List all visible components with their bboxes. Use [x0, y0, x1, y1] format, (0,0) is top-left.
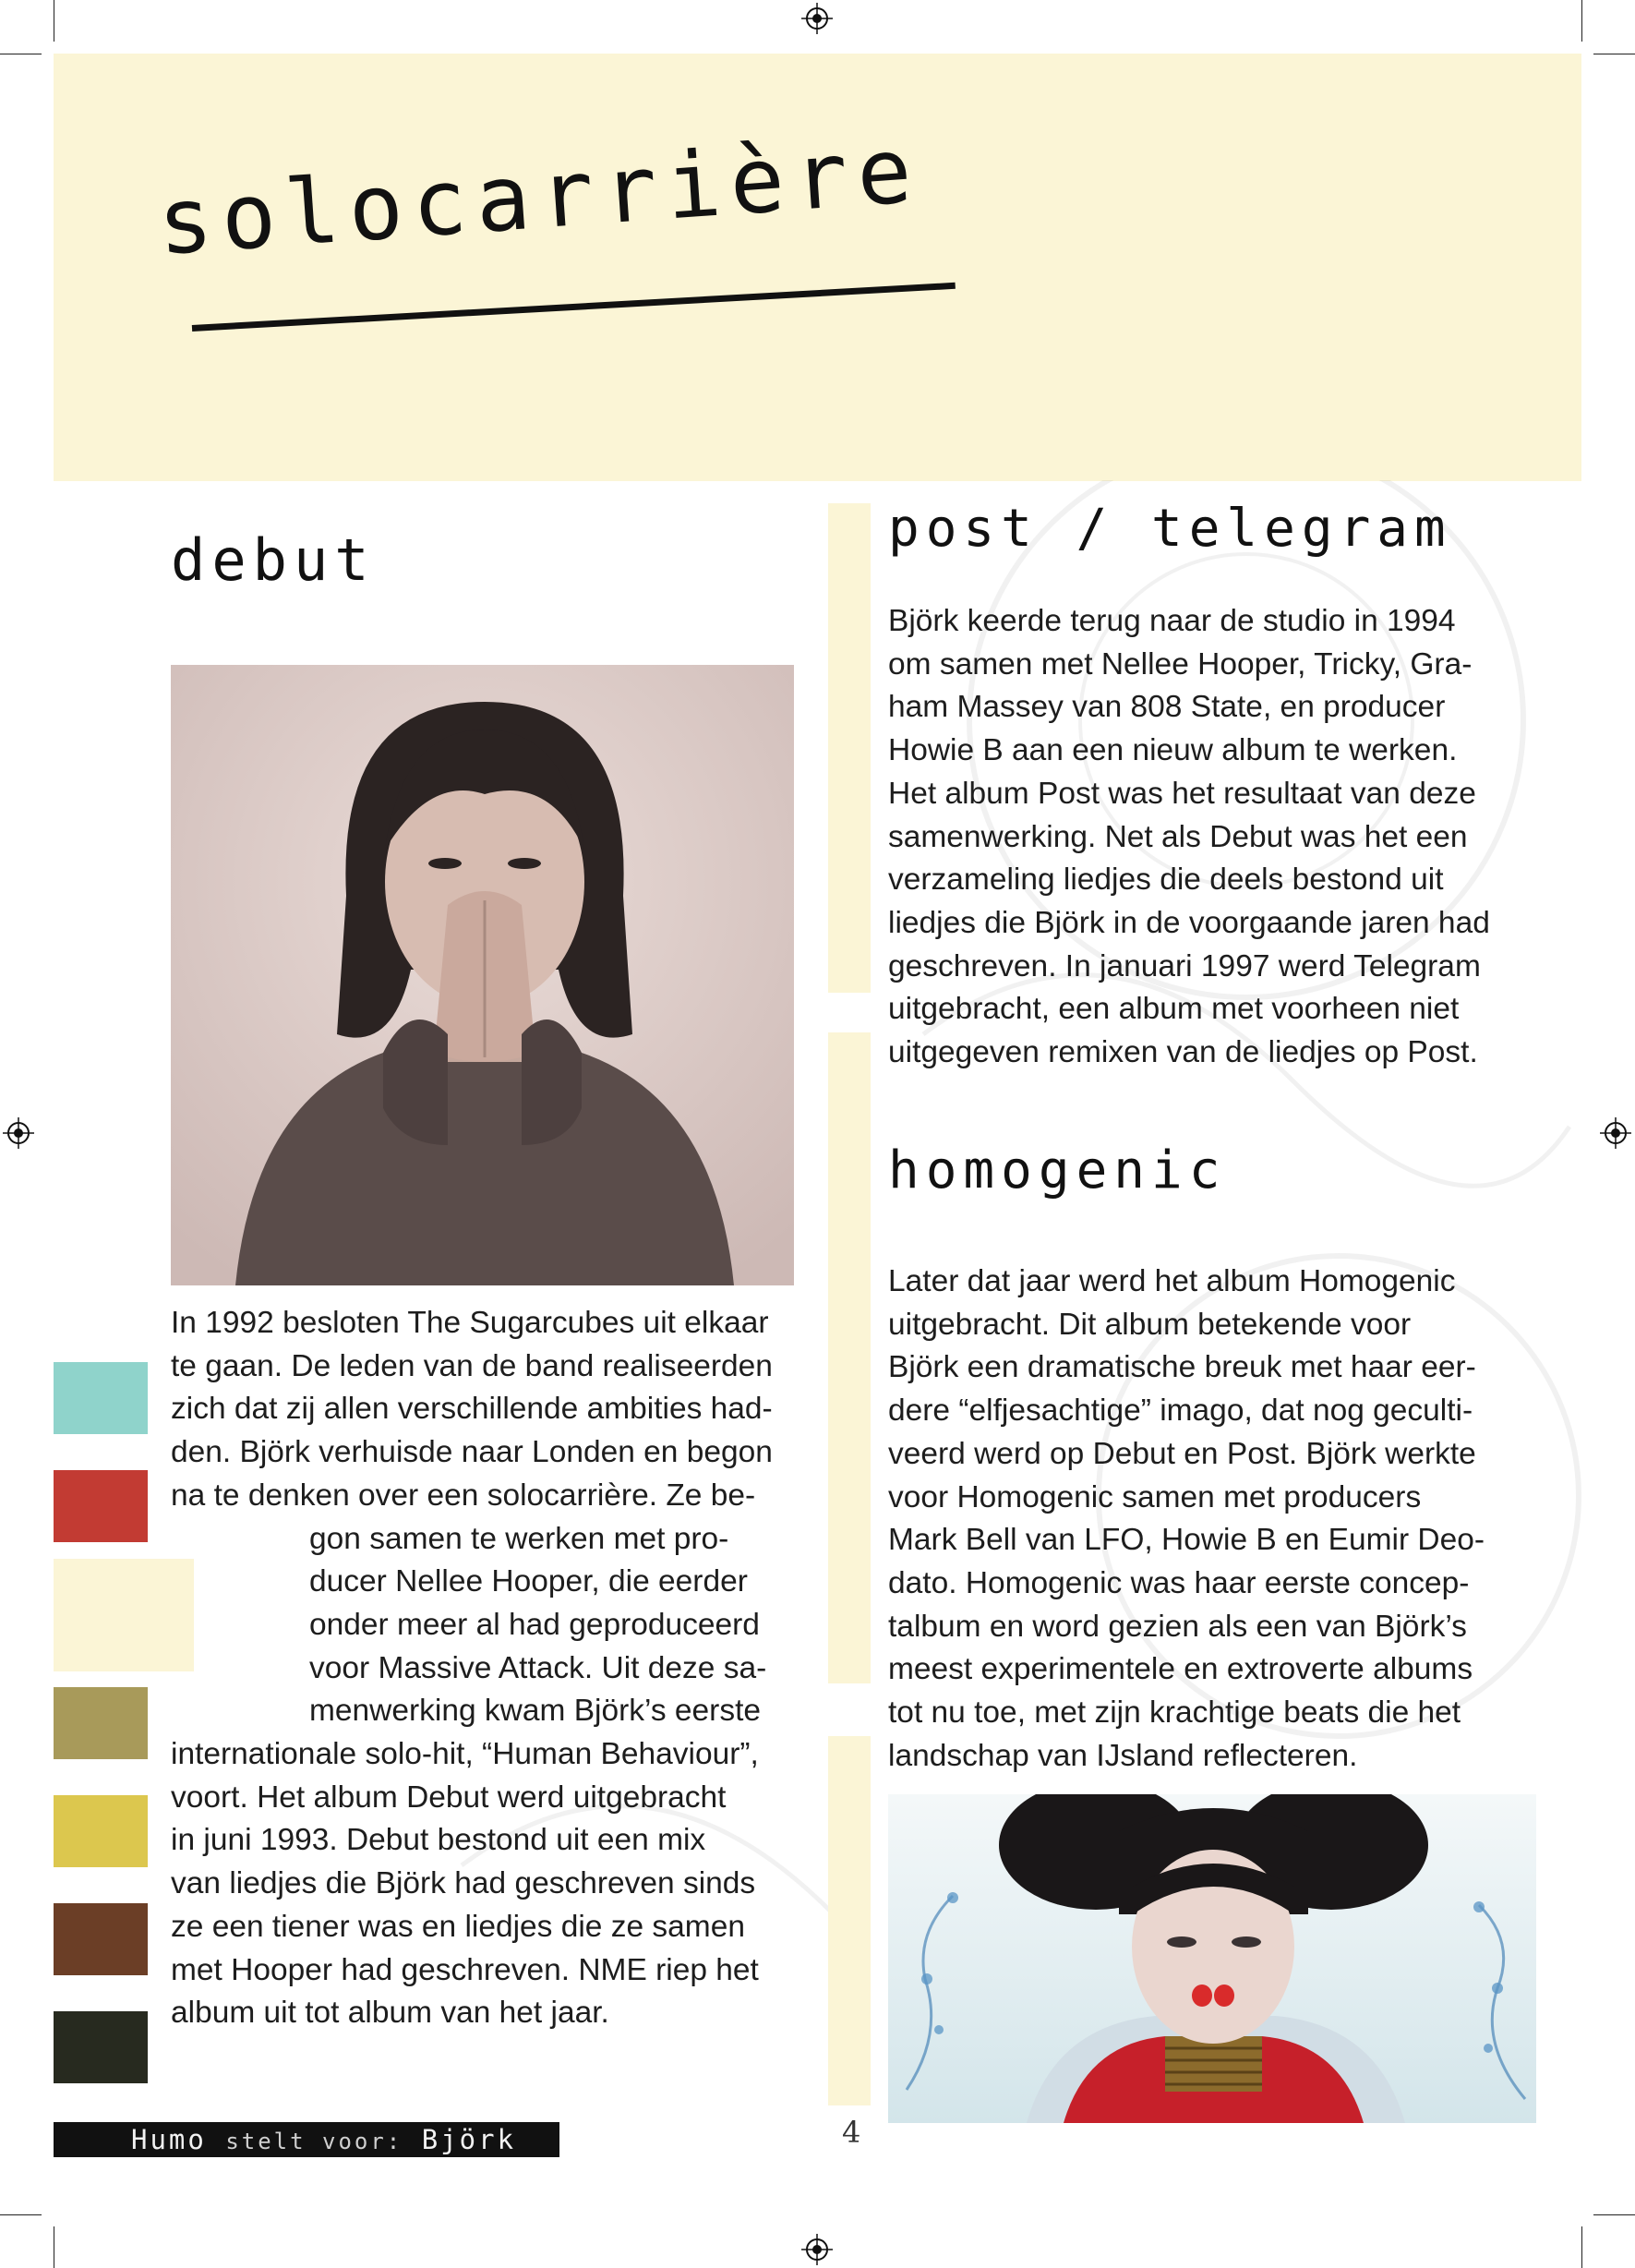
text-line: In 1992 besloten The Sugarcubes uit elkaar	[171, 1306, 769, 1340]
text-line: den. Björk verhuisde naar Londen en begon	[171, 1435, 773, 1470]
text-line: veerd werd op Debut en Post. Björk werkte	[888, 1436, 1476, 1471]
text-line: ze een tiener was en liedjes die ze samen	[171, 1909, 745, 1944]
crop-mark	[1581, 2226, 1582, 2268]
section-heading-post-telegram: post / telegram	[888, 499, 1452, 559]
text-line: dato. Homogenic was haar eerste concep-	[888, 1565, 1470, 1600]
text-line: voort. Het album Debut werd uitgebracht	[171, 1779, 727, 1815]
text-line: internationale solo-hit, “Human Behaviour”,	[171, 1737, 759, 1772]
text-line: album uit tot album van het jaar.	[171, 1996, 609, 2031]
footer-label	[131, 2124, 516, 2155]
text-line: verzameling liedjes die deels bestond uit	[888, 863, 1444, 898]
text-line: na te denken over een solocarrière. Ze be-	[171, 1478, 756, 1513]
homogenic-album-photo	[888, 1794, 1536, 2123]
color-swatch	[54, 1362, 148, 1434]
debut-portrait-illustration	[171, 665, 794, 1285]
text-line: tot nu toe, met zijn krachtige beats die het	[888, 1695, 1461, 1731]
text-line: talbum en word gezien als een van Björk’s	[888, 1609, 1467, 1644]
registration-mark-icon	[801, 3, 833, 34]
text-line: voor Homogenic samen met producers	[888, 1479, 1422, 1514]
text-line: te gaan. De leden van de band realiseerden	[171, 1348, 773, 1383]
homogenic-portrait-illustration	[888, 1794, 1536, 2123]
text-line: Mark Bell van LFO, Howie B en Eumir Deo-	[888, 1523, 1485, 1558]
page-title: solocarrière	[154, 117, 924, 276]
text-line: uitgebracht, een album met voorheen niet	[888, 992, 1460, 1027]
footer-middle: stelt voor:	[225, 2129, 403, 2154]
debut-album-photo	[171, 665, 794, 1285]
text-line: van liedjes die Björk had geschreven sinds	[171, 1866, 756, 1901]
footer-subject: Björk	[421, 2124, 517, 2155]
text-line: in juni 1993. Debut bestond uit een mix	[171, 1823, 706, 1858]
section-heading-homogenic: homogenic	[888, 1140, 1227, 1200]
text-line: Later dat jaar werd het album Homogenic	[888, 1264, 1456, 1298]
text-line: voor Massive Attack. Uit deze sa-	[309, 1650, 767, 1685]
crop-mark	[0, 2214, 42, 2215]
text-line: uitgegeven remixen van de liedjes op Post.	[888, 1035, 1478, 1070]
gutter-stripe	[828, 503, 871, 993]
text-line: meest experimentele en extroverte albums	[888, 1652, 1473, 1687]
color-swatch	[54, 1903, 148, 1975]
text-line: samenwerking. Net als Debut was het een	[888, 819, 1468, 854]
color-swatch	[54, 2011, 148, 2083]
text-line: ham Massey van 808 State, en producer	[888, 690, 1446, 725]
color-swatch	[54, 1687, 148, 1759]
text-line: Björk keerde terug naar de studio in 1994	[888, 604, 1456, 638]
crop-mark	[1581, 0, 1582, 42]
post-telegram-body-text	[888, 600, 1553, 1075]
text-line: onder meer al had geproduceerd	[309, 1607, 760, 1642]
text-line: dere “elfjesachtige” imago, dat nog geculti-	[888, 1393, 1473, 1429]
text-line: Björk een dramatische breuk met haar eer-	[888, 1350, 1476, 1385]
text-line: zich dat zij allen verschillende ambities had-	[171, 1392, 773, 1427]
page-number: 4	[842, 2115, 861, 2150]
text-line: liedjes die Björk in de voorgaande jaren had	[888, 905, 1490, 940]
text-line: Howie B aan een nieuw album te werken.	[888, 733, 1458, 768]
text-line: uitgebracht. Dit album betekende voor	[888, 1307, 1412, 1342]
color-swatch	[54, 1470, 148, 1542]
section-heading-debut: debut	[171, 526, 376, 594]
text-line: geschreven. In januari 1997 werd Telegram	[888, 948, 1481, 983]
color-swatch	[54, 1795, 148, 1867]
registration-mark-icon	[3, 1117, 34, 1149]
text-line: ducer Nellee Hooper, die eerder	[309, 1564, 748, 1599]
text-line: gon samen te werken met pro-	[309, 1521, 729, 1556]
text-line: menwerking kwam Björk’s eerste	[309, 1694, 762, 1729]
crop-mark	[1593, 2214, 1635, 2215]
text-line: Het album Post was het resultaat van deze	[888, 776, 1476, 811]
registration-mark-icon	[1600, 1117, 1631, 1149]
text-line: met Hooper had geschreven. NME riep het	[171, 1952, 759, 1987]
text-line: landschap van IJsland reflecteren.	[888, 1738, 1358, 1773]
footer-brand: Humo	[131, 2124, 207, 2155]
debut-body-text	[171, 1302, 845, 2035]
homogenic-body-text	[888, 1261, 1553, 1778]
registration-mark-icon	[801, 2234, 833, 2265]
text-line: om samen met Nellee Hooper, Tricky, Gra-	[888, 646, 1473, 682]
color-swatch	[54, 1559, 194, 1671]
